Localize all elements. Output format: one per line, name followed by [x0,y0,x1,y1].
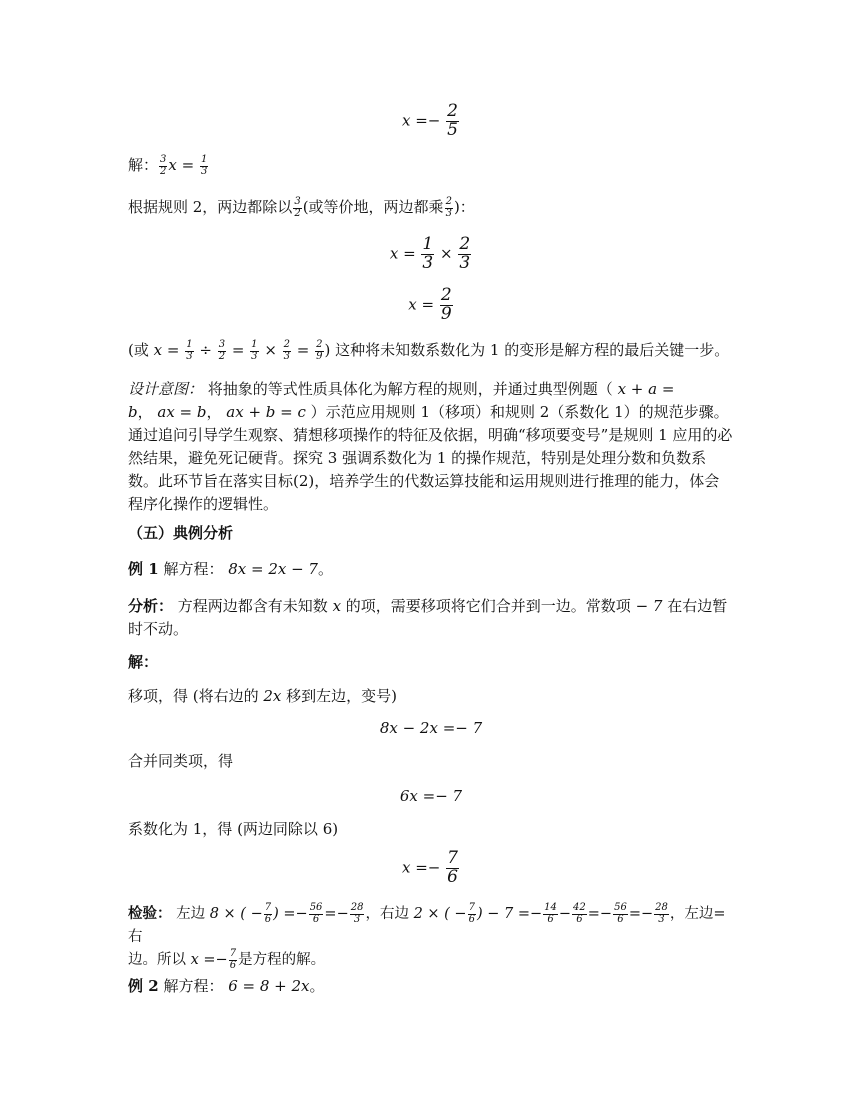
step3-text: 系数化为 1，得 (两边同除以 6) [128,820,339,838]
fraction: $\frac{56}{6}$ [614,902,627,925]
fraction: $\frac{3}{2}$ [160,154,167,177]
solution-label: 解： [128,653,159,671]
fraction: $\frac{14}{6}$ [544,902,557,925]
top-result-equation: x =− $\frac{2}{5}$ [402,101,458,140]
fraction: $\frac{2}{3}$ [459,234,471,273]
solve-line: 解： $\frac{3}{2}$ x = $\frac{1}{3}$ [128,154,208,177]
step2-equation: 6x =− 7 [399,787,463,805]
fraction: $\frac{7}{6}$ [447,848,458,887]
step1-equation: 8x − 2x =− 7 [379,719,483,737]
fraction: $\frac{28}{3}$ [655,902,668,925]
example-1: 例 1 解方程： 8x = 2x − 7。 [128,560,333,578]
alternative-computation: (或 x = $\frac{1}{3}$ ÷ $\frac{3}{2}$ = $\frac{1}{3}$ × $\frac{2}{3}$ = $\frac{2}{9}$ ) 这种将未知数系数化为 1 的变形是解方程的最后关键一步。 [128,339,730,362]
fraction: $\frac{1}{3}$ [422,234,434,273]
example-2: 例 2 解方程： 6 = 8 + 2x。 [128,977,325,995]
step3-equation: x =− $\frac{7}{6}$ [402,848,458,887]
fraction: $\frac{3}{2}$ [218,339,226,362]
fraction: $\frac{2}{9}$ [316,339,323,362]
design-intent-label: 设计意图： [128,380,204,398]
fraction: $\frac{56}{6}$ [309,902,323,925]
check-paragraph: 检验： 左边 8 × ( − $\frac{7}{6}$ ) =− $\frac{56}{6}$ =− $\frac{28}{3}$ ，右边 2 × ( − $\frac{7}{6}$ ) − 7 =− $\frac{14}{6}$ − $\frac{42}{6}$ =− $\frac{56}{6}$ =− $\frac{28}{3}$ ，左边=右 边。所以 x =− $\frac{7}{6}$ 是方程的解。 [128,902,726,971]
fraction: $\frac{1}{3}$ [251,339,258,362]
fraction: $\frac{3}{2}$ [294,196,301,219]
fraction: $\frac{28}{3}$ [350,902,364,925]
fraction: $\frac{2}{9}$ [440,285,452,324]
fraction: $\frac{7}{6}$ [264,902,272,925]
fraction: $\frac{7}{6}$ [229,948,237,971]
fraction: $\frac{1}{3}$ [186,339,193,362]
fraction: $\frac{2}{3}$ [445,196,452,219]
design-intent-paragraph: 设计意图： 将抽象的等式性质具体化为解方程的规则，并通过典型例题（ x + a = b， ax = b， ax + b = c ）示范应用规则 1（移项）和规则 2（系数化 1）的规范步骤。通过追问引导学生观察、猜想移项操作的特征及依据，明确“移项要变号”是规则 1 应用的必然结果，避免死记硬背。探究 3 强调系数化为 1 的操作规范，特别是处理分数和负数系数。此环节旨在落实目标(2)，培养学生的代数运算技能和运用规则进行推理的能力，体会程序化操作的逻辑性。 [128,380,733,513]
fraction: $\frac{42}{6}$ [573,902,586,925]
fraction: $\frac{2}{5}$ [447,101,458,140]
multiplication-step: x = $\frac{1}{3}$ × $\frac{2}{3}$ [389,234,471,273]
analysis-paragraph: 分析： 方程两边都含有未知数 x 的项，需要移项将它们合并到一边。常数项 − 7 在右边暂时不动。 [128,597,728,638]
result-step: x = $\frac{2}{9}$ [408,285,452,324]
section-title: （五）典例分析 [128,524,234,542]
step2-text: 合并同类项，得 [128,752,234,770]
rule2-line: 根据规则 2，两边都除以 $\frac{3}{2}$ (或等价地，两边都乘 $\frac{2}{3}$ )： [128,196,475,219]
fraction: $\frac{1}{3}$ [200,154,208,177]
fraction: $\frac{2}{3}$ [283,339,291,362]
fraction: $\frac{7}{6}$ [468,902,475,925]
step1-text: 移项，得 (将右边的 2x 移到左边，变号) [128,687,398,705]
